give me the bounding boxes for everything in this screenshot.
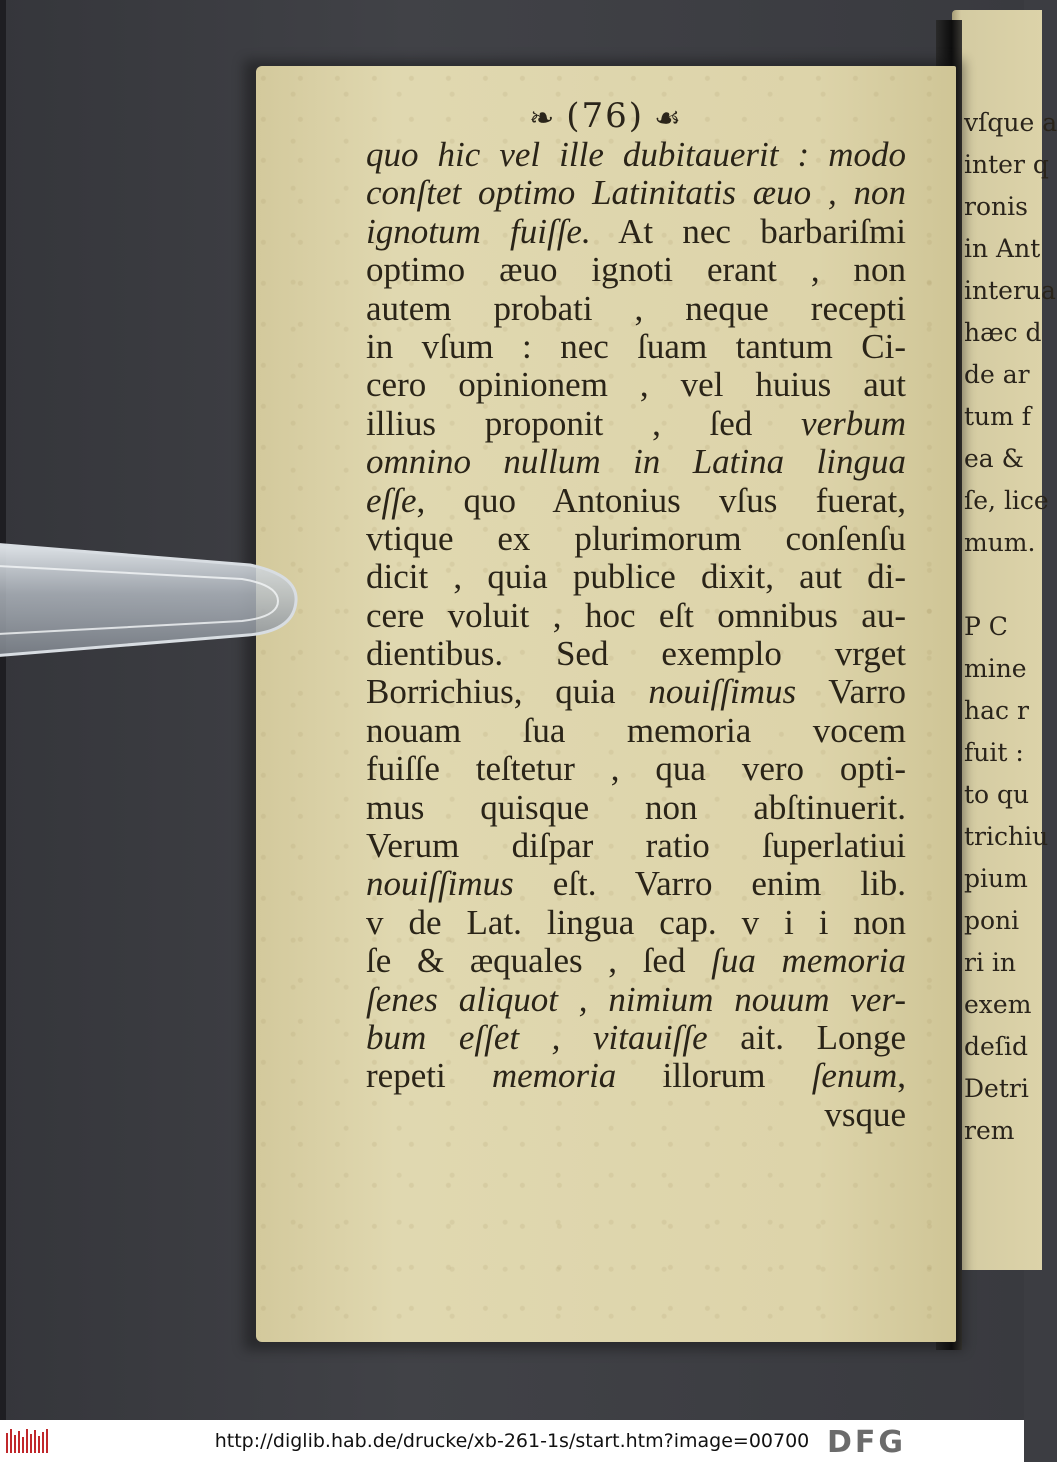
text-line [366,597,906,635]
text-line [366,558,906,596]
next-page-line: to qu [964,780,1030,809]
next-page-line: tum f [964,402,1032,431]
text-segment: Varro [796,672,906,712]
next-page-line: trichiu [964,822,1049,851]
text-segment: omnino nullum in Latina lingua [366,442,906,482]
text-line [366,1057,906,1095]
text-segment: verbum [801,403,906,443]
dfg-logo: DFG [826,1425,906,1460]
viewer-footer [0,1420,1024,1462]
text-line [366,136,906,174]
next-page-line: ea & [964,444,1024,473]
next-page-line: pium [964,864,1028,893]
text-segment: conſtet optimo Latinitatis æuo , non [366,173,906,213]
text-segment: eſt. Varro enim lib. [513,864,906,904]
next-page-edge [952,10,1057,1270]
text-segment: cero opinionem , vel huius aut [366,365,906,405]
image-url[interactable]: http://diglib.hab.de/drucke/xb-261-1s/start.htm?image=00700 [214,1430,810,1452]
text-segment: illorum [616,1056,812,1096]
text-segment: nouam ſua memoria vocem [366,710,906,750]
text-line [366,673,906,711]
text-line [366,328,906,366]
next-page-line: poni [964,906,1020,935]
next-page-line: inter q [964,150,1049,179]
catchword: vsque [824,1095,906,1134]
text-line [366,1019,906,1057]
next-page-line: vſque a [964,108,1057,137]
left-divider [0,0,6,1420]
page-body [366,136,906,1096]
header-ornament-icon: ☙ [654,100,683,136]
text-segment: vtique ex plurimorum conſenſu [366,518,906,558]
text-line [366,827,906,865]
page-clip-holder [0,535,300,665]
text-segment: fuiſſe teſtetur , qua vero opti- [366,749,906,789]
text-line [366,290,906,328]
text-segment: illius proponit , ſed [366,403,802,443]
next-page-line: interua [964,276,1056,305]
text-segment: mus quisque non abſtinuerit. [366,787,906,827]
text-line [366,443,906,481]
next-page-line: deſid [964,1032,1029,1061]
text-segment: nouiſſimus [366,864,514,904]
text-segment: cere voluit , hoc eſt omnibus au- [366,595,906,635]
text-line [366,482,906,520]
text-line [366,750,906,788]
next-page-line: ronis [964,192,1028,221]
text-segment: ſenes aliquot , nimium nouum ver- [366,979,906,1019]
text-segment: dientibus. Sed exemplo vrget [366,634,906,674]
text-segment: Borrichius, quia [366,672,649,712]
next-page-line: ri in [964,948,1016,977]
text-segment: memoria [491,1056,617,1096]
text-segment: dicit , quia publice dixit, aut di- [366,557,906,597]
text-line [366,174,906,212]
text-line [366,213,906,251]
book-page [256,66,956,1342]
text-line [366,789,906,827]
header-ornament-icon: ❧ [529,100,557,136]
text-segment: bum eſſet , vitauiſſe [366,1017,708,1057]
text-segment: ſua memoria [711,941,906,981]
text-line [366,251,906,289]
next-page-line: mine [964,654,1027,683]
text-line [366,942,906,980]
text-segment: autem probati , neque recepti [366,288,906,328]
text-line [366,366,906,404]
text-segment: nouiſſimus [648,672,797,712]
next-page-line: hæc d [964,318,1042,347]
next-page-line: Detri [964,1074,1029,1103]
text-segment: ſenum [811,1056,898,1096]
text-line [366,520,906,558]
text-line [366,405,906,443]
text-segment: ait. Longe [707,1017,906,1057]
text-segment: ignotum fuiſſe. [366,211,591,251]
text-segment: , quo Antonius vſus fuerat, [416,480,906,520]
text-segment: ſe & æquales , ſed [366,941,712,981]
text-segment: eſſe [366,480,417,520]
catchword-block [366,1096,906,1134]
text-segment: repeti [366,1056,492,1096]
text-segment: v de Lat. lingua cap. v i i non [366,902,906,942]
text-segment: At nec barbariſmi [590,211,906,251]
next-page-line: rem [964,1116,1015,1145]
text-line [366,904,906,942]
next-page-line: exem [964,990,1032,1019]
text-segment: quo hic vel ille dubitauerit : modo [366,135,906,174]
text-segment: optimo æuo ignoti erant , non [366,250,906,290]
page-number: (76) [566,96,645,136]
text-segment: , [897,1056,906,1096]
next-page-line: ſe, lice [964,486,1049,515]
next-page-line: P C [964,612,1008,641]
next-page-line: mum. [964,528,1036,557]
page-header [256,96,956,136]
text-line [366,635,906,673]
text-segment: Verum diſpar ratio ſuperlatiui [366,826,906,866]
next-page-line: de ar [964,360,1030,389]
next-page-line: in Ant [964,234,1041,263]
text-segment: in vſum : nec ſuam tantum Ci- [366,326,906,366]
next-page-line: hac r [964,696,1029,725]
text-line [366,865,906,903]
next-page-line: fuit : [964,738,1024,767]
text-line [366,981,906,1019]
text-line [366,712,906,750]
